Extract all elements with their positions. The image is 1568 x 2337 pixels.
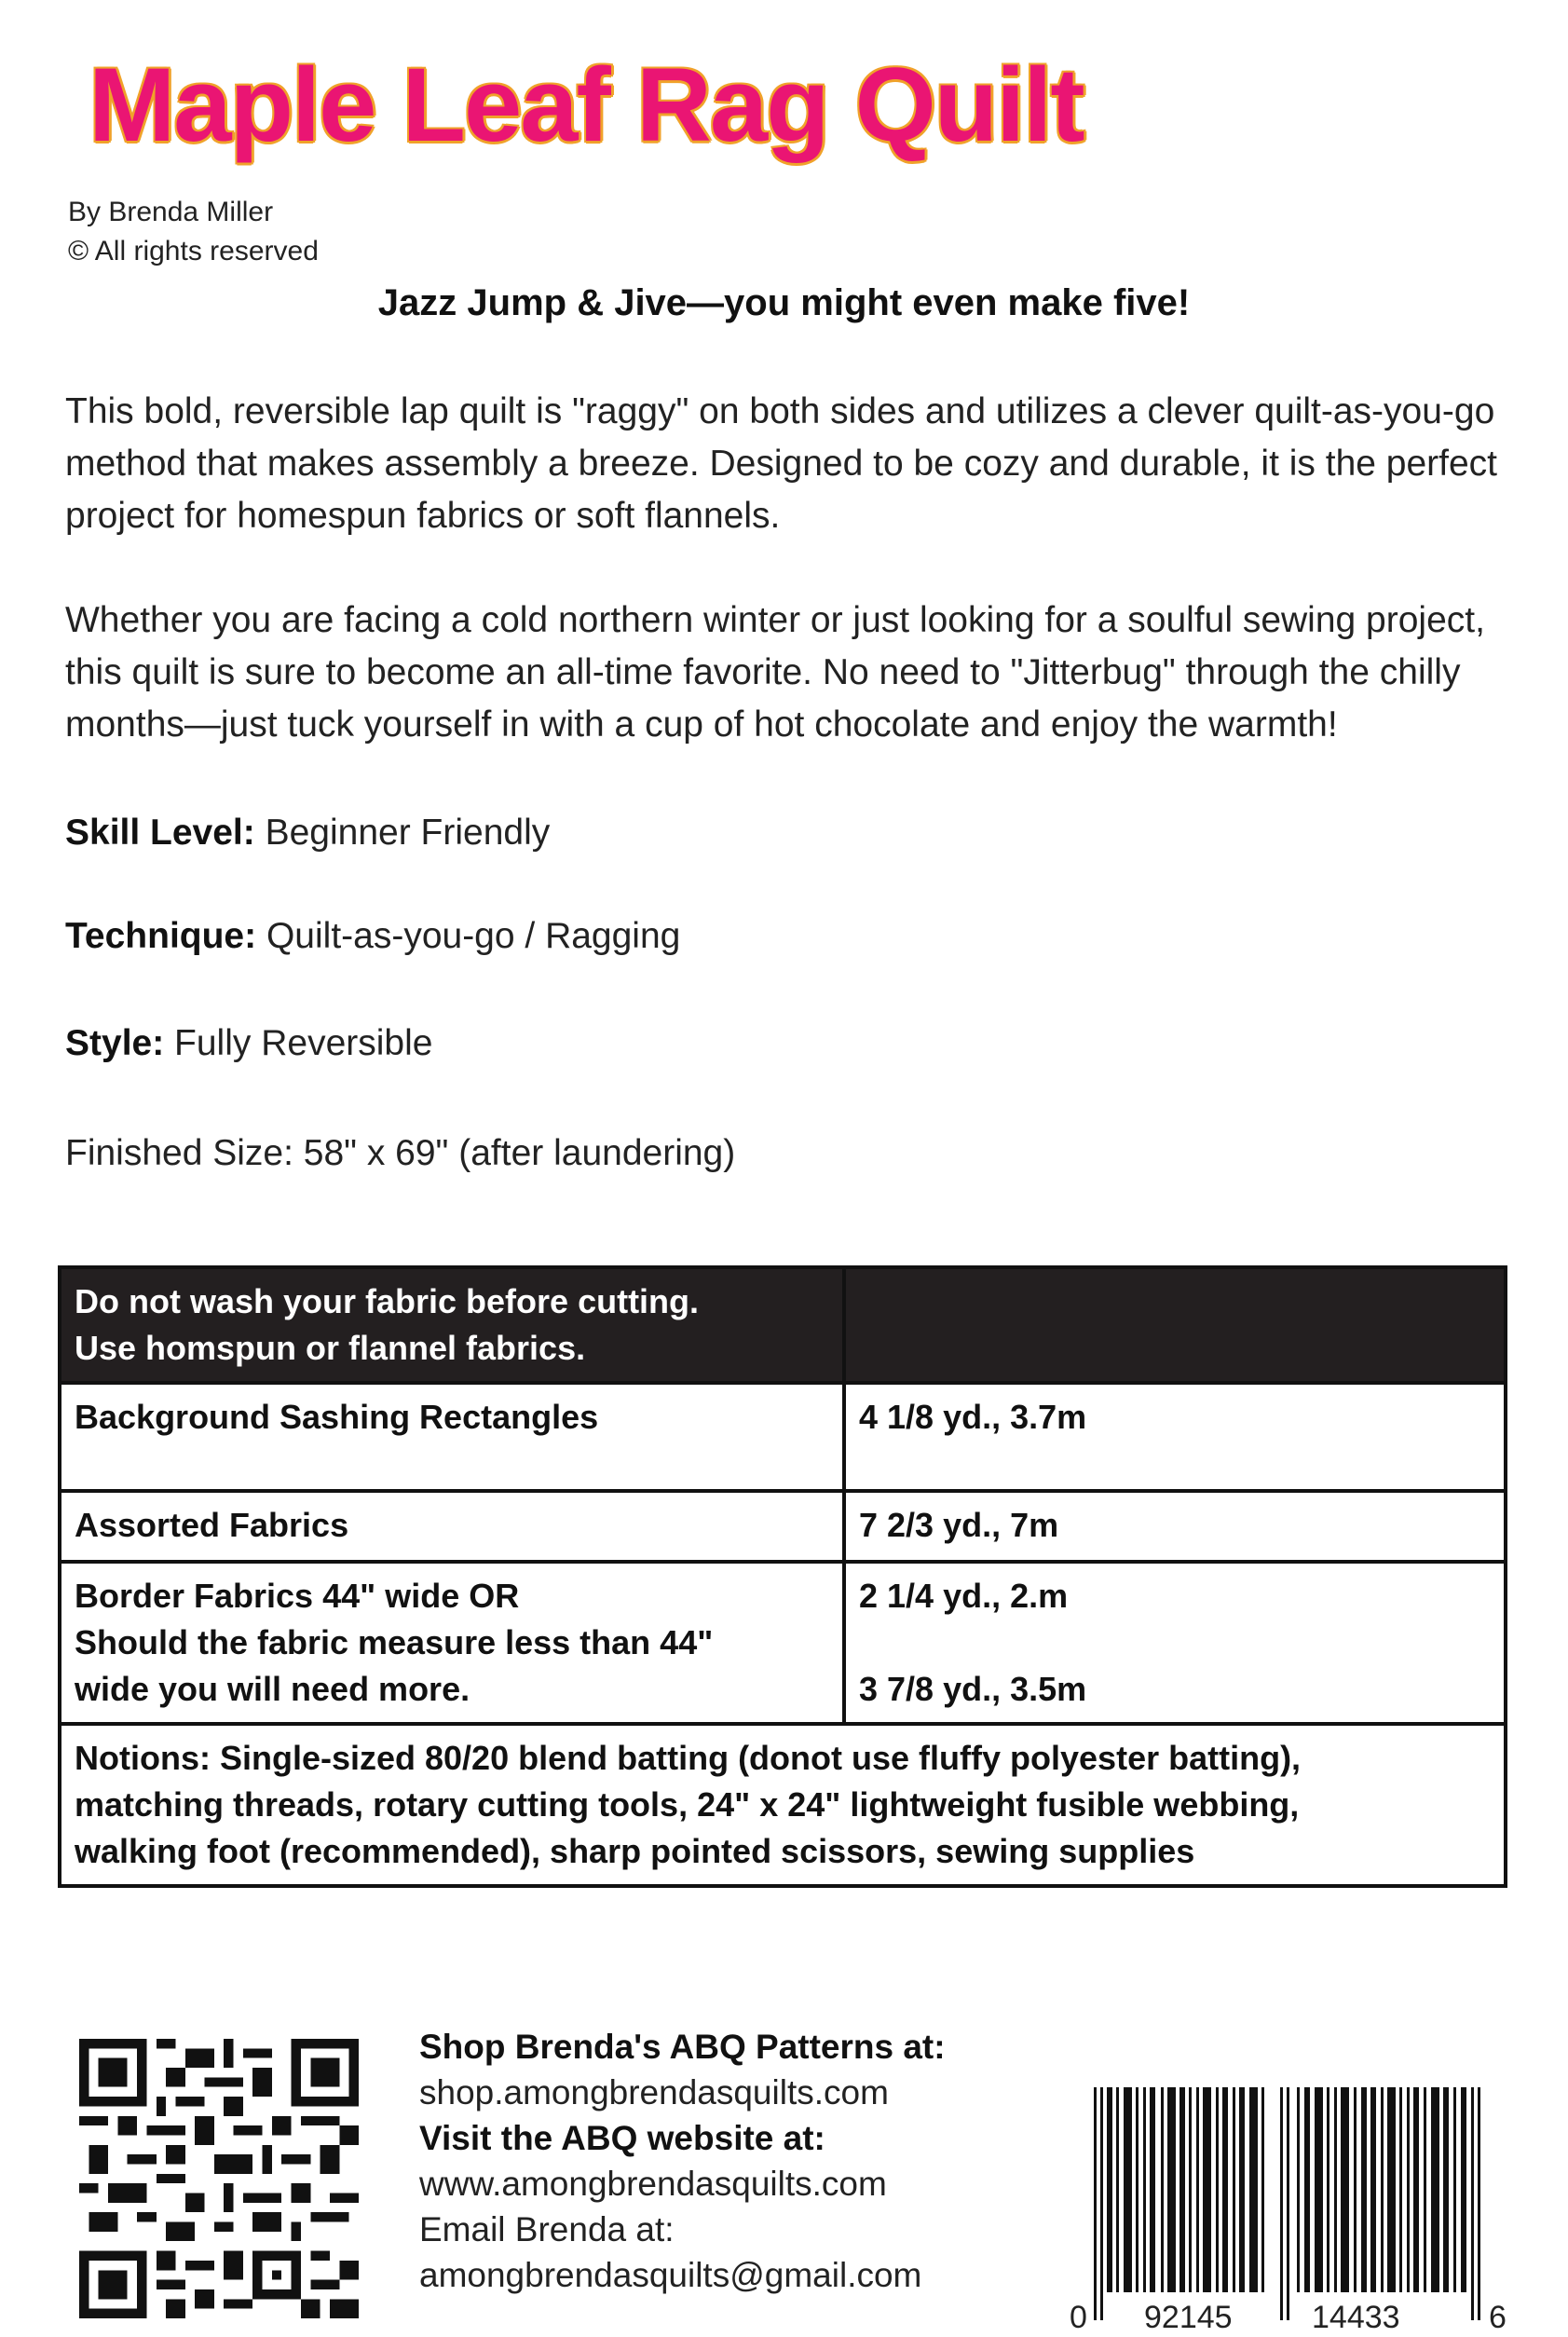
qty-cell	[844, 1562, 1506, 1724]
technique-label: Technique:	[65, 916, 257, 956]
tagline: Jazz Jump & Jive—you might even make five!	[377, 282, 1191, 323]
item-cell: Background Sashing Rectangles	[60, 1383, 844, 1491]
notions-line: walking foot (recommended), sharp pointed scissors, sewing supplies	[75, 1832, 1195, 1870]
description-paragraph-2: Whether you are facing a cold northern winter or just looking for a soulful sewing project, this quilt is sure to become an all-time favorite. No need to "Jitterbug" through the chilly months—just tuck yourself in with a cup of hot chocolate and enjoy the warmth!	[65, 600, 1485, 745]
shop-link[interactable]: shop.amongbrendasquilts.com	[419, 2073, 889, 2112]
notions-cell	[60, 1724, 1506, 1886]
email-label: Email Brenda at:	[419, 2210, 675, 2248]
item-line: Should the fabric measure less than 44"	[75, 1623, 714, 1661]
table-row	[60, 1491, 1506, 1562]
table-header-empty-cell	[844, 1267, 1506, 1383]
pattern-title: Maple Leaf Rag Quilt	[89, 47, 1084, 163]
style-label: Style:	[65, 1023, 165, 1063]
byline	[68, 193, 319, 271]
author: By Brenda Miller	[68, 197, 274, 227]
item-cell	[60, 1562, 844, 1724]
qty-line: 3 7/8 yd., 3.5m	[859, 1670, 1087, 1708]
website-link[interactable]: www.amongbrendasquilts.com	[419, 2165, 887, 2203]
qty-cell: 4 1/8 yd., 3.7m	[844, 1383, 1506, 1491]
barcode-group-2: 14433	[1312, 2300, 1400, 2335]
item-line: wide you will need more.	[75, 1670, 470, 1708]
qr-code-icon	[79, 2039, 359, 2318]
item-cell: Assorted Fabrics	[60, 1491, 844, 1562]
skill-value: Beginner Friendly	[254, 813, 551, 853]
copyright: © All rights reserved	[68, 236, 319, 266]
skill-level	[65, 807, 1519, 859]
technique-value: Quilt-as-you-go / Ragging	[256, 916, 681, 956]
shop-label: Shop Brenda's ABQ Patterns at:	[419, 2028, 946, 2066]
style	[65, 1018, 1519, 1070]
finished-size: Finished Size: 58" x 69" (after laundering)	[65, 1133, 736, 1173]
website-label: Visit the ABQ website at:	[419, 2119, 825, 2157]
qty-cell: 7 2/3 yd., 7m	[844, 1491, 1506, 1562]
table-row	[60, 1562, 1506, 1724]
table-row	[60, 1383, 1506, 1491]
barcode-group-1: 92145	[1144, 2300, 1233, 2335]
notions-line: matching threads, rotary cutting tools, 24" x 24" lightweight fusible webbing,	[75, 1785, 1300, 1824]
barcode-digit-left: 0	[1070, 2300, 1087, 2335]
barcode-digit-right: 6	[1489, 2300, 1507, 2335]
qty-line: 2 1/4 yd., 2.m	[859, 1577, 1069, 1615]
contact-block	[419, 2024, 946, 2298]
table-header-cell	[60, 1267, 844, 1383]
fabric-requirements-table	[58, 1265, 1507, 1888]
description-paragraph-1: This bold, reversible lap quilt is "raggy" on both sides and utilizes a clever quilt-as-you-go method that makes assembly a breeze. Designed to be cozy and durable, it is the perfect project for homespun fabrics or soft flannels.	[65, 391, 1498, 536]
email-link[interactable]: amongbrendasquilts@gmail.com	[419, 2256, 922, 2294]
barcode-numbers	[1070, 2300, 1507, 2337]
header-line-1: Do not wash your fabric before cutting.	[75, 1282, 700, 1320]
header-line-2: Use homspun or flannel fabrics.	[75, 1329, 586, 1367]
qty-spacer	[859, 1620, 1491, 1666]
style-value: Fully Reversible	[164, 1023, 433, 1063]
technique	[65, 910, 1519, 963]
item-line: Border Fabrics 44" wide OR	[75, 1577, 520, 1615]
notions-row	[60, 1724, 1506, 1886]
table-header-row	[60, 1267, 1506, 1383]
notions-line: Notions: Single-sized 80/20 blend batting (donot use fluffy polyester batting),	[75, 1739, 1302, 1777]
skill-label: Skill Level:	[65, 813, 255, 853]
barcode-icon	[1070, 2087, 1507, 2320]
